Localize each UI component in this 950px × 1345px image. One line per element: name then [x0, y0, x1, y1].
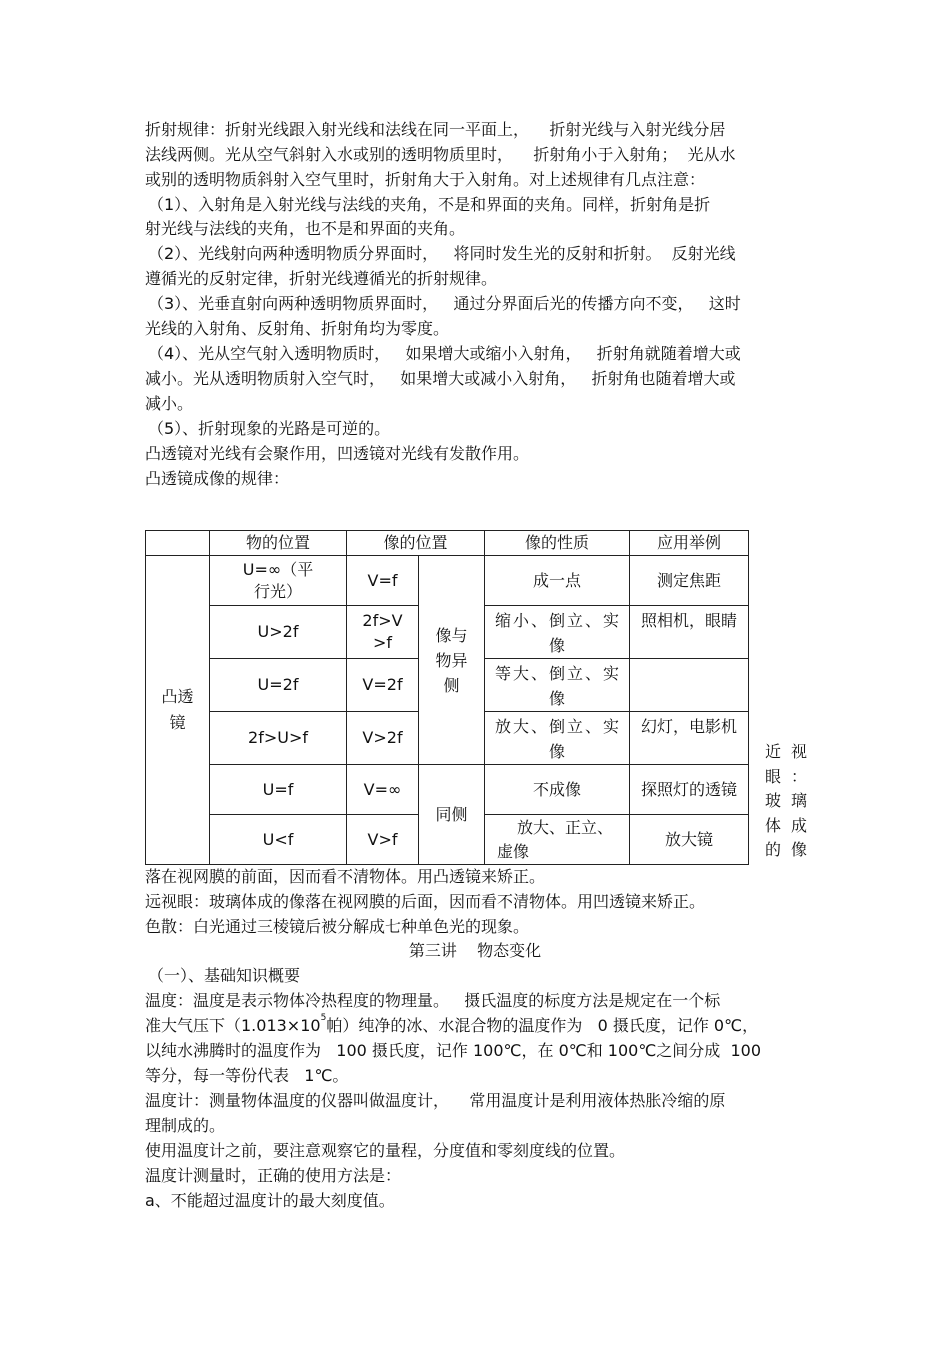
object-position-cell: 2f>U>f: [210, 712, 347, 765]
refraction-note-2b: 遵循光的反射定律，折射光线遵循光的折射规律。: [145, 269, 498, 288]
thermometer-rule-a: a、不能超过温度计的最大刻度值。: [145, 1191, 395, 1210]
lens-imaging-heading: 凸透镜成像的规律：: [145, 469, 290, 488]
header-object-position: 物的位置: [210, 531, 347, 556]
side-note-line: 玻璃: [765, 791, 807, 810]
application-cell: 幻灯，电影机: [630, 712, 749, 765]
image-nature-cell: 放大、正立、虚像: [485, 815, 630, 865]
image-nature-cell: 等大、倒立、实像: [485, 659, 630, 712]
image-position-cell: V>2f: [347, 712, 419, 765]
refraction-note-1b: 射光线与法线的夹角，也不是和界面的夹角。: [145, 219, 466, 238]
refraction-note-2a: （2）、光线射向两种透明物质分界面时， 将同时发生光的反射和折射。 反射光线: [148, 244, 736, 263]
lens-effect-text: 凸透镜对光线有会聚作用，凹透镜对光线有发散作用。: [145, 444, 530, 463]
thermometer-line-2: 理制成的。: [145, 1116, 226, 1135]
image-nature-cell: 不成像: [485, 765, 630, 815]
opposite-side-cell: 像与物异侧: [419, 556, 485, 765]
refraction-note-4a: （4）、光从空气射入透明物质时， 如果增大或缩小入射角， 折射角就随着增大或: [148, 344, 741, 363]
application-cell: 放大镜: [630, 815, 749, 865]
section-title: （一）、基础知识概要: [148, 966, 301, 985]
header-application: 应用举例: [630, 531, 749, 556]
temperature-line-2: 准大气压下（$1.013\times 10^5$帕）纯净的冰、水混合物的温度作为 0 摄氏度，记作 0℃，: [145, 1013, 759, 1035]
hyperopia-text: 远视眼：玻璃体成的像落在视网膜的后面，因而看不清物体。用凹透镜来矫正。: [145, 892, 706, 911]
application-cell: [630, 659, 749, 712]
refraction-note-3a: （3）、光垂直射向两种透明物质界面时， 通过分界面后光的传播方向不变， 这时: [148, 294, 741, 313]
image-nature-cell: 成一点: [485, 556, 630, 606]
refraction-note-4b: 减小。光从透明物质射入空气时， 如果增大或减小入射角， 折射角也随着增大或: [145, 369, 736, 388]
same-side-cell: 同侧: [419, 765, 485, 865]
object-position-cell: U=∞（平行光）: [210, 556, 347, 606]
image-position-cell: V=2f: [347, 659, 419, 712]
image-position-cell: V=∞: [347, 765, 419, 815]
image-position-cell: V>f: [347, 815, 419, 865]
header-empty: [146, 531, 210, 556]
thermometer-usage-note: 使用温度计之前，要注意观察它的量程，分度值和零刻度线的位置。: [145, 1141, 626, 1160]
thermometer-line-1: 温度计：测量物体温度的仪器叫做温度计， 常用温度计是利用液体热胀冷缩的原: [145, 1091, 726, 1110]
application-cell: 照相机，眼睛: [630, 606, 749, 659]
table-row: [146, 765, 749, 815]
image-position-cell: V=f: [347, 556, 419, 606]
header-image-nature: 像的性质: [485, 531, 630, 556]
side-note-line: 眼：: [765, 766, 807, 786]
lens-type-cell: 凸透镜: [146, 556, 210, 865]
refraction-note-4c: 减小。: [145, 394, 194, 413]
refraction-note-5: （5）、折射现象的光路是可逆的。: [148, 419, 391, 438]
object-position-cell: U<f: [210, 815, 347, 865]
refraction-line-3: 或别的透明物质斜射入空气里时，折射角大于入射角。对上述规律有几点注意：: [145, 170, 706, 189]
myopia-continued: 落在视网膜的前面，因而看不清物体。用凸透镜来矫正。: [145, 867, 546, 886]
image-nature-cell: 缩小、倒立、实像: [485, 606, 630, 659]
side-note-line: 近视: [765, 742, 807, 761]
refraction-line-1: 折射规律：折射光线跟入射光线和法线在同一平面上， 折射光线与入射光线分居: [145, 120, 726, 139]
object-position-cell: U>2f: [210, 606, 347, 659]
side-note-line: 的像: [765, 840, 807, 859]
object-position-cell: U=2f: [210, 659, 347, 712]
thermometer-method-heading: 温度计测量时，正确的使用方法是：: [145, 1166, 402, 1185]
object-position-cell: U=f: [210, 765, 347, 815]
side-note-line: 体成: [765, 815, 807, 835]
image-nature-cell: 放大、倒立、实像: [485, 712, 630, 765]
temperature-line-4: 等分，每一等份代表 1℃。: [145, 1066, 349, 1085]
table-header-row: [146, 531, 749, 556]
myopia-side-note: [765, 740, 807, 863]
image-position-cell: 2f>V>f: [347, 606, 419, 659]
table-row: [146, 556, 749, 606]
lecture-title: 第三讲 物态变化: [408, 941, 542, 960]
convex-lens-table: [145, 530, 749, 865]
application-cell: 测定焦距: [630, 556, 749, 606]
header-image-position: 像的位置: [347, 531, 485, 556]
refraction-line-2: 法线两侧。光从空气斜射入水或别的透明物质里时， 折射角小于入射角； 光从水: [145, 145, 736, 164]
application-cell: 探照灯的透镜: [630, 765, 749, 815]
temperature-line-3: 以纯水沸腾时的温度作为 100 摄氏度，记作 100℃，在 0℃和 100℃之间分成 100: [145, 1041, 762, 1060]
refraction-note-1a: （1）、入射角是入射光线与法线的夹角，不是和界面的夹角。同样，折射角是折: [148, 195, 711, 214]
temperature-line-1: 温度：温度是表示物体冷热程度的物理量。 摄氏温度的标度方法是规定在一个标: [145, 991, 721, 1010]
refraction-note-3b: 光线的入射角、反射角、折射角均为零度。: [145, 319, 450, 338]
dispersion-text: 色散：白光通过三棱镜后被分解成七种单色光的现象。: [145, 917, 530, 936]
